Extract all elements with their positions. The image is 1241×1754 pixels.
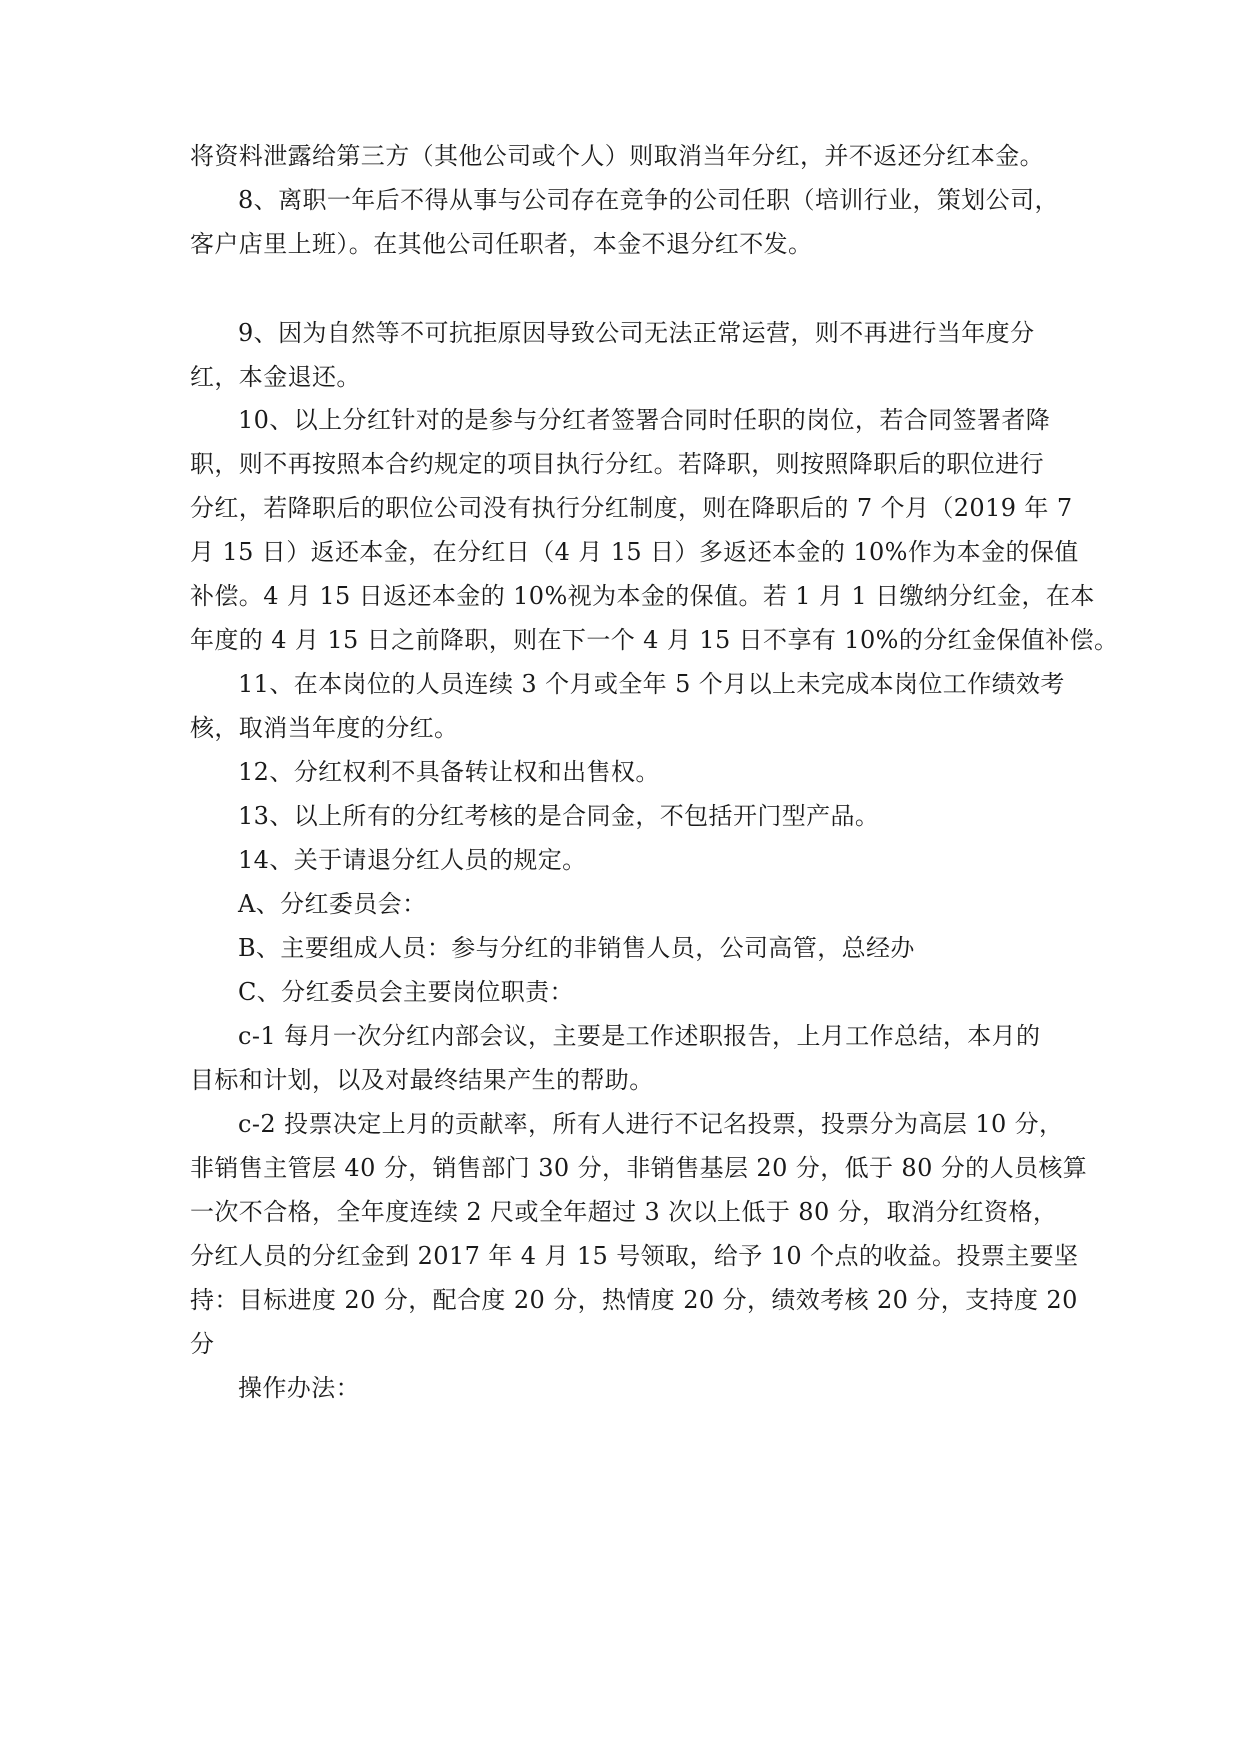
text-line: B、主要组成人员：参与分红的非销售人员，公司高管，总经办 bbox=[238, 934, 915, 962]
text-line: 14、关于请退分红人员的规定。 bbox=[238, 846, 587, 874]
text-line: 10、以上分红针对的是参与分红者签署合同时任职的岗位，若合同签署者降 bbox=[238, 406, 1051, 434]
text-line: 红，本金退还。 bbox=[190, 363, 361, 391]
text-line: A、分红委员会： bbox=[238, 890, 427, 918]
text-line: 职，则不再按照本合约规定的项目执行分红。若降职，则按照降职后的职位进行 bbox=[190, 450, 1044, 478]
text-line: 客户店里上班）。在其他公司任职者，本金不退分红不发。 bbox=[190, 230, 813, 258]
text-line: 核，取消当年度的分红。 bbox=[190, 714, 459, 742]
text-line: 分红人员的分红金到 2017 年 4 月 15 号领取，给予 10 个点的收益。投票主要坚 bbox=[190, 1242, 1079, 1270]
text-line: c-1 每月一次分红内部会议，主要是工作述职报告，上月工作总结，本月的 bbox=[238, 1022, 1041, 1050]
text-line: 将资料泄露给第三方（其他公司或个人）则取消当年分红，并不返还分红本金。 bbox=[190, 142, 1044, 170]
text-line: 持：目标进度 20 分，配合度 20 分，热情度 20 分，绩效考核 20 分，支持度 20 bbox=[190, 1286, 1078, 1314]
text-line: 11、在本岗位的人员连续 3 个月或全年 5 个月以上未完成本岗位工作绩效考 bbox=[238, 670, 1065, 698]
text-line: 目标和计划，以及对最终结果产生的帮助。 bbox=[190, 1066, 654, 1094]
text-line: 非销售主管层 40 分，销售部门 30 分，非销售基层 20 分，低于 80 分的人员核算 bbox=[190, 1154, 1088, 1182]
text-line: 分 bbox=[190, 1330, 215, 1358]
text-line: 8、离职一年后不得从事与公司存在竞争的公司任职（培训行业，策划公司， bbox=[238, 186, 1059, 214]
text-line: 12、分红权利不具备转让权和出售权。 bbox=[238, 758, 660, 786]
text-line: C、分红委员会主要岗位职责： bbox=[238, 978, 574, 1006]
text-line: 13、以上所有的分红考核的是合同金，不包括开门型产品。 bbox=[238, 802, 880, 830]
text-line: 年度的 4 月 15 日之前降职，则在下一个 4 月 15 日不享有 10%的分红金保值补偿。 bbox=[190, 626, 1119, 654]
text-line: 补偿。4 月 15 日返还本金的 10%视为本金的保值。若 1 月 1 日缴纳分红金，在本 bbox=[190, 582, 1095, 610]
text-line: 分红，若降职后的职位公司没有执行分红制度，则在降职后的 7 个月（2019 年 7 bbox=[190, 494, 1073, 522]
text-line: 一次不合格，全年度连续 2 尺或全年超过 3 次以上低于 80 分，取消分红资格， bbox=[190, 1198, 1058, 1226]
text-line: c-2 投票决定上月的贡献率，所有人进行不记名投票，投票分为高层 10 分， bbox=[238, 1110, 1064, 1138]
text-line: 9、因为自然等不可抗拒原因导致公司无法正常运营，则不再进行当年度分 bbox=[238, 319, 1035, 347]
text-line: 月 15 日）返还本金，在分红日（4 月 15 日）多返还本金的 10%作为本金的保值 bbox=[190, 538, 1079, 566]
text-line: 操作办法： bbox=[238, 1374, 360, 1402]
